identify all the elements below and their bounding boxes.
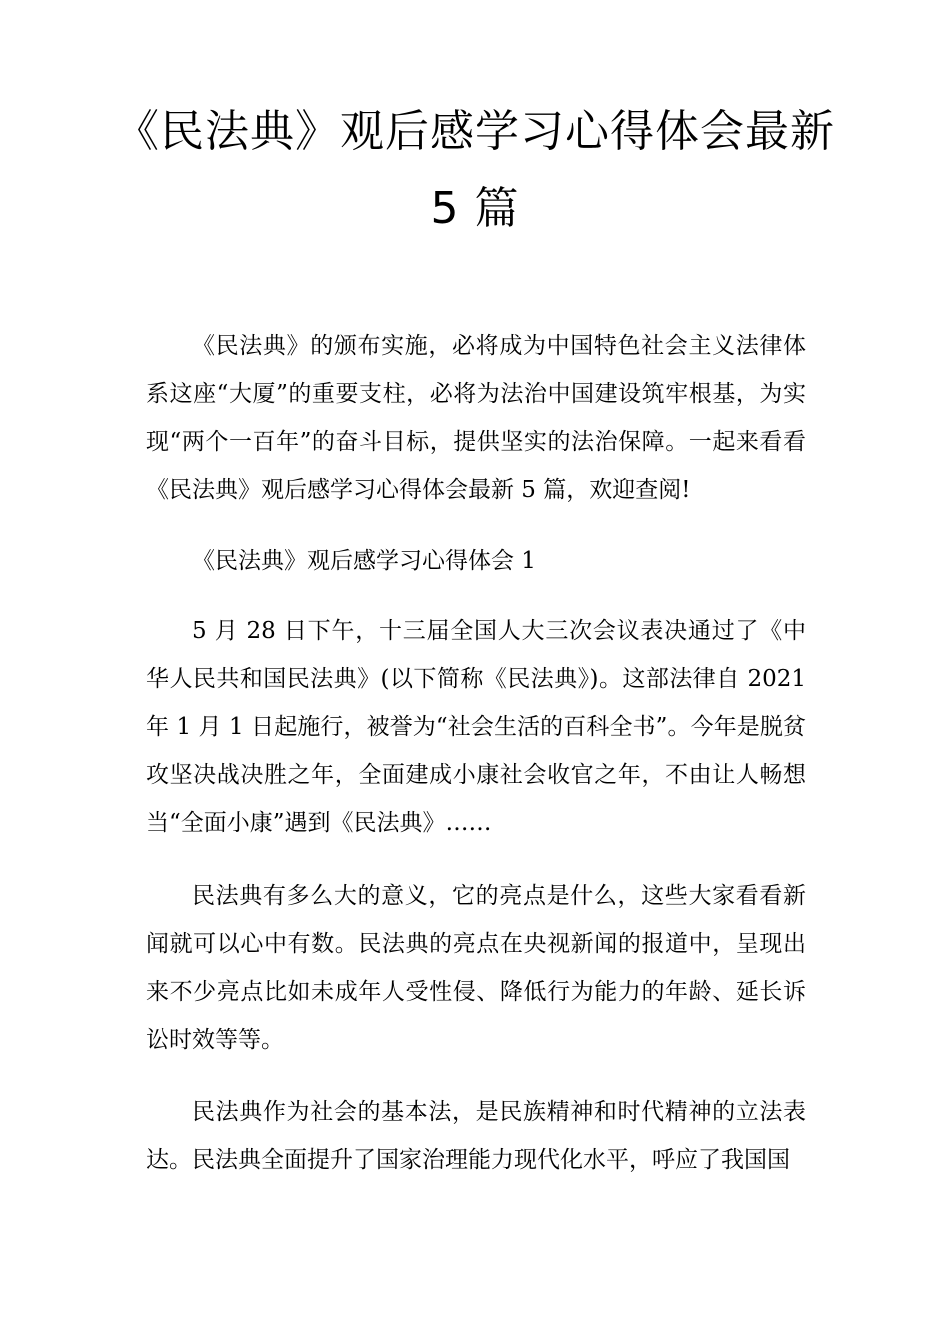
body-paragraph-1: 5 月 28 日下午，十三届全国人大三次会议表决通过了《中华人民共和国民法典》(以下简称《民法典》)。这部法律自 2021 年 1 月 1 日起施行，被誉为“社会生活的百科全书”。今年是脱贫攻坚决战决胜之年，全面建成小康社会收官之年，不由让人畅想当“全面小康”遇到《民法典》…… [146,618,806,836]
body-paragraph-3: 民法典作为社会的基本法，是民族精神和时代精神的立法表达。民法典全面提升了国家治理能力现代化水平，呼应了我国国 [146,1099,806,1173]
document-title-line-1: 《民法典》观后感学习心得体会最新 [115,106,835,157]
intro-paragraph: 《民法典》的颁布实施，必将成为中国特色社会主义法律体系这座“大厦”的重要支柱，必将为法治中国建设筑牢根基，为实现“两个一百年”的奋斗目标，提供坚实的法治保障。一起来看看《民法典》观后感学习心得体会最新 5 篇，欢迎查阅! [146,333,806,503]
body-paragraph-2: 民法典有多么大的意义，它的亮点是什么，这些大家看看新闻就可以心中有数。民法典的亮点在央视新闻的报道中，呈现出来不少亮点比如未成年人受性侵、降低行为能力的年龄、延长诉讼时效等等。 [146,883,806,1053]
document-title-line-2: 5 篇 [430,183,520,234]
section-heading: 《民法典》观后感学习心得体会 1 [192,548,536,574]
